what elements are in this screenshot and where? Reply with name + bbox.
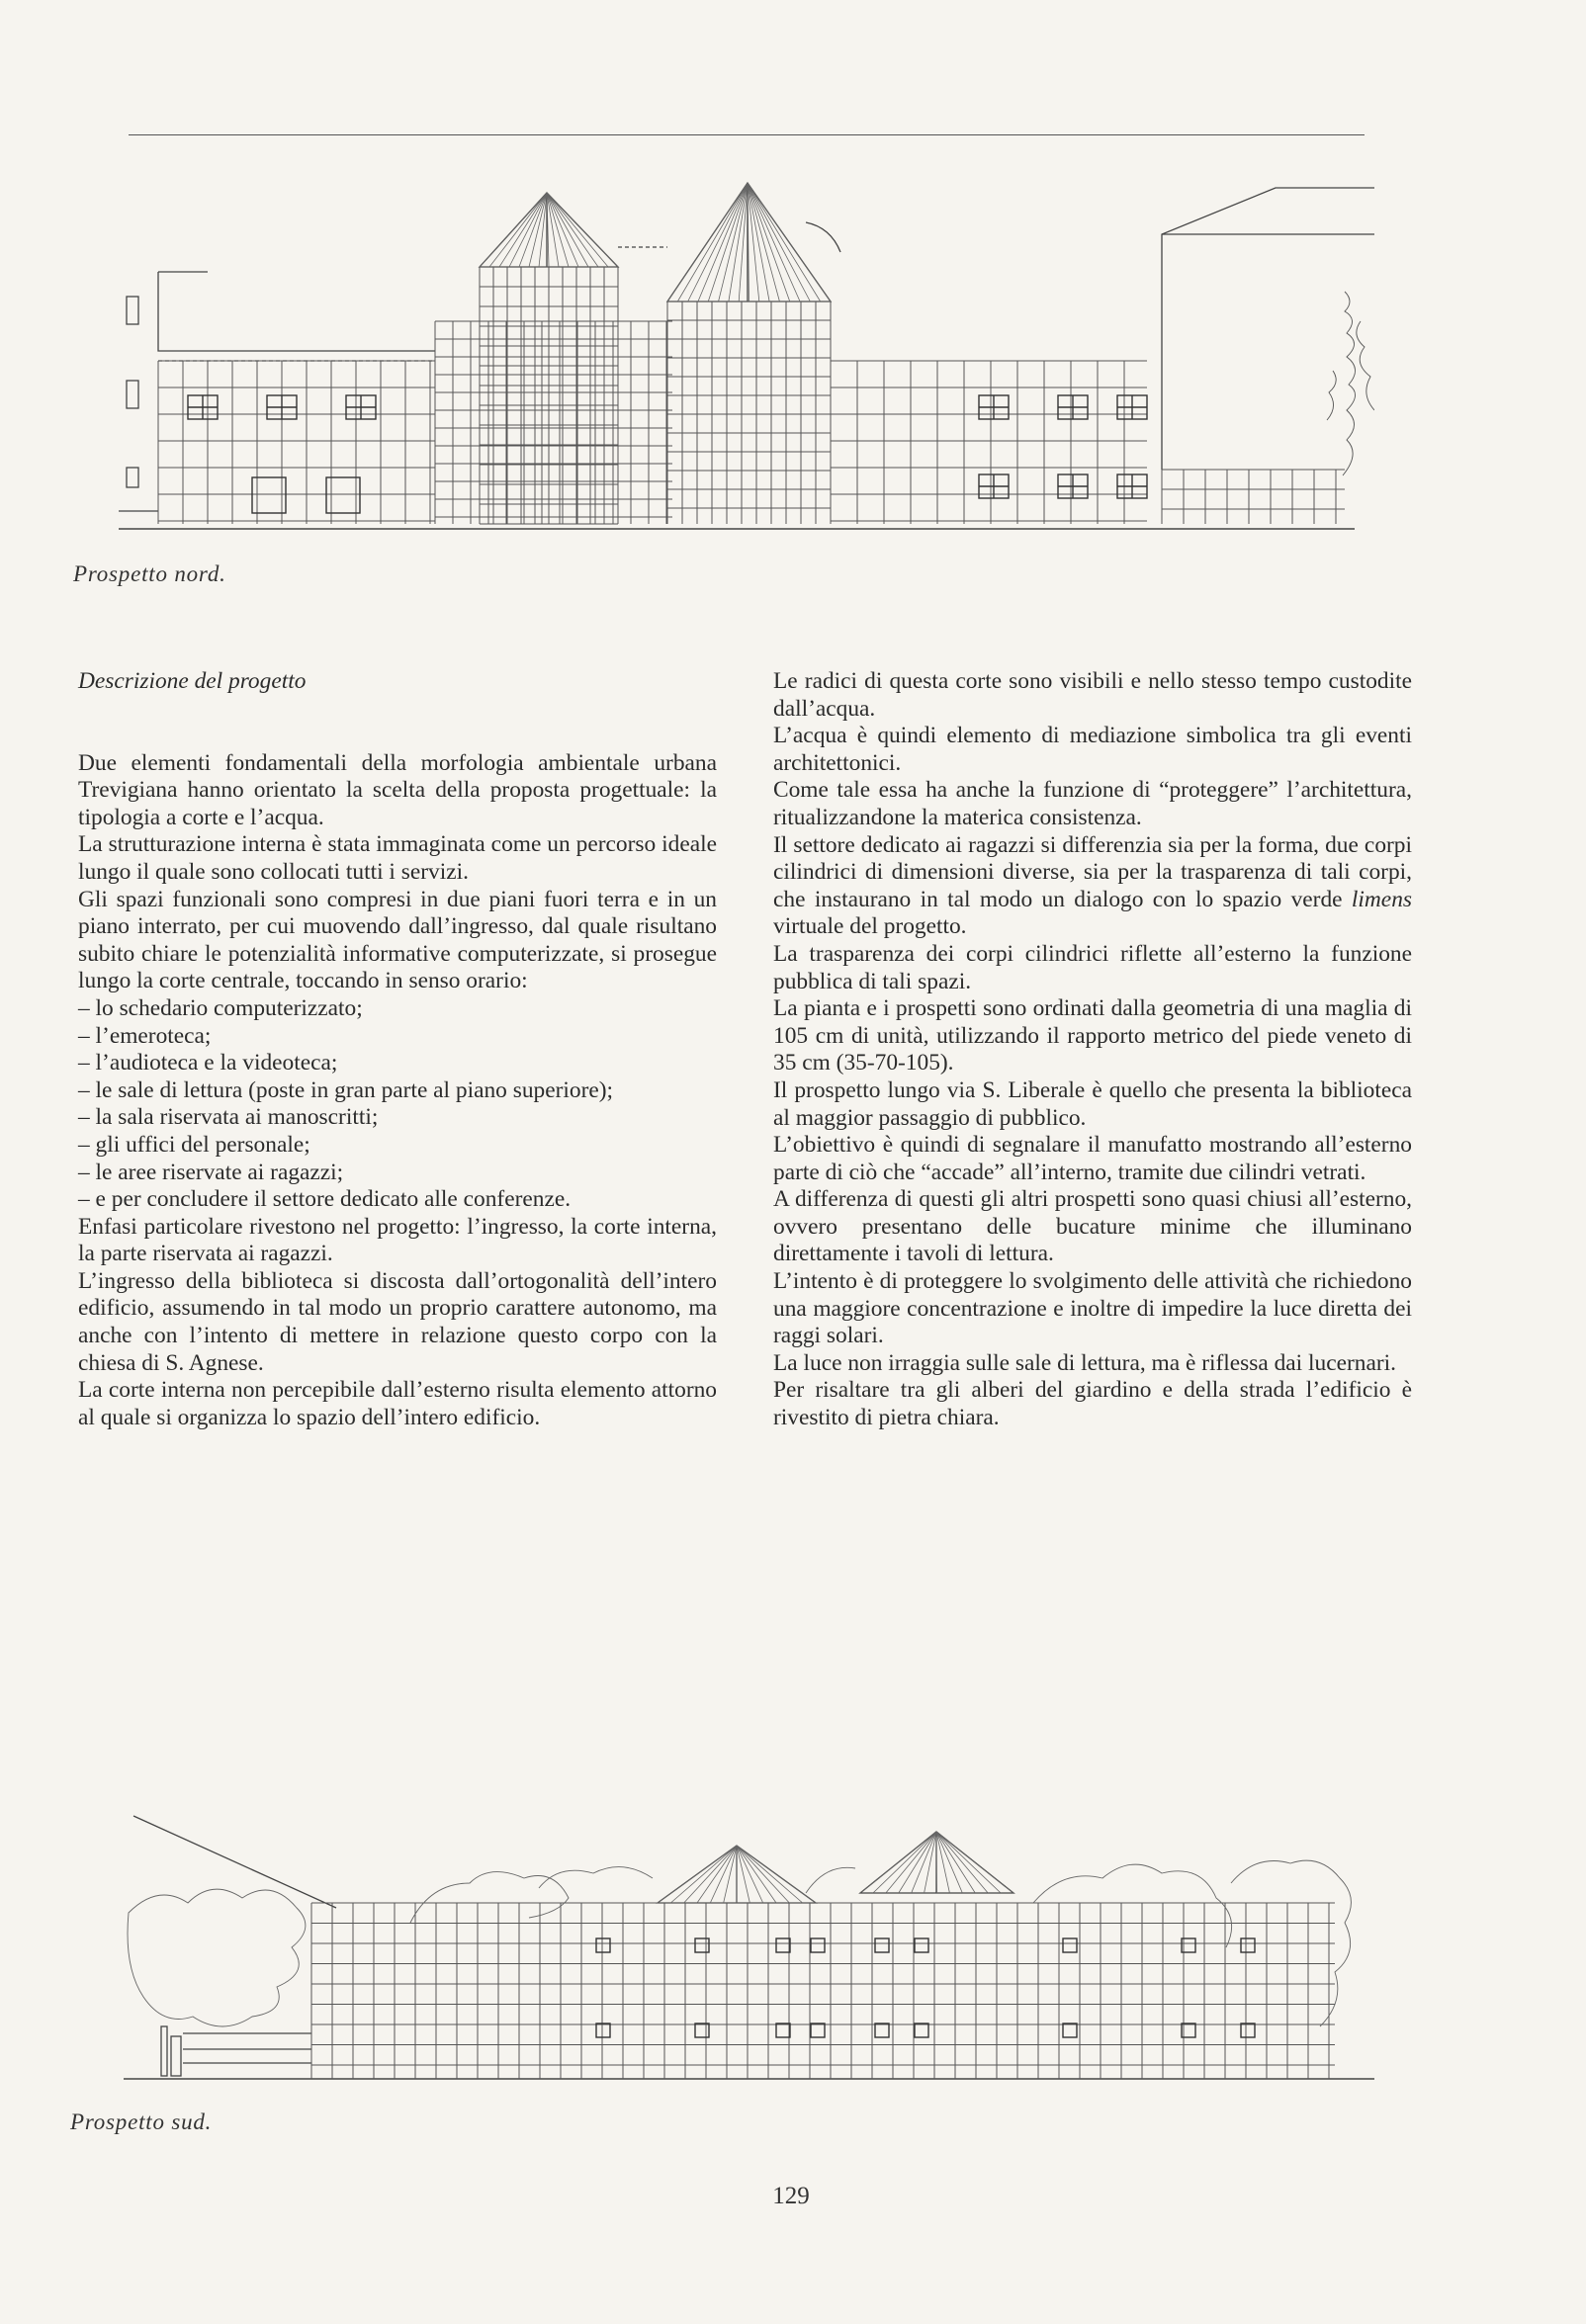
list-item: – l’audioteca e la videoteca;	[78, 1050, 338, 1076]
tree-sketch-icon	[1327, 292, 1374, 475]
list-item: – gli uffici del personale;	[78, 1131, 310, 1158]
text-column-left	[78, 668, 717, 1431]
south-elevation-svg	[124, 1794, 1374, 2096]
section-title: Descrizione del progetto	[78, 668, 307, 694]
paragraph: La luce non irraggia sulle sale di lettura, ma è riflessa dai lucernari.	[773, 1349, 1396, 1376]
paragraph: A differenza di questi gli altri prospetti sono quasi chiusi all’esterno, ovvero presentano delle bucature minime che illuminano direttamente i tavoli di lettura.	[773, 1186, 1412, 1267]
paragraph: Il prospetto lungo via S. Liberale è quello che presenta la biblioteca al maggior passaggio di pubblico.	[773, 1076, 1412, 1131]
paragraph: Per risaltare tra gli alberi del giardino e della strada l’edificio è rivestito di pietra chiara.	[773, 1377, 1412, 1431]
italic-term: limens	[1351, 886, 1412, 912]
text-column-right	[773, 668, 1412, 1432]
top-rule	[129, 134, 1365, 135]
list-item: – l’emeroteca;	[78, 1022, 212, 1049]
north-elevation-svg	[119, 173, 1374, 549]
paragraph: L’acqua è quindi elemento di mediazione simbolica tra gli eventi architettonici.	[773, 723, 1412, 776]
list-item: – e per concludere il settore dedicato alle conferenze.	[78, 1186, 572, 1213]
list-item: – le aree riservate ai ragazzi;	[78, 1159, 344, 1185]
south-elevation-drawing	[124, 1794, 1374, 2096]
paragraph: La pianta e i prospetti sono ordinati dalla geometria di una maglia di 105 cm di unità, utilizzando il rapporto metrico del piede veneto di 35 cm (35-70-105).	[773, 995, 1412, 1076]
paragraph: Enfasi particolare rivestono nel progetto: l’ingresso, la corte interna, la parte riservata ai ragazzi.	[78, 1213, 717, 1267]
paragraph	[773, 832, 1412, 941]
list-item: – la sala riservata ai manoscritti;	[78, 1104, 379, 1131]
paragraph-text: Il settore dedicato ai ragazzi si differenzia sia per la forma, due corpi cilindrici di dimensioni diverse, sia per la trasparenza di tali corpi, che instaurano in tal modo un dialogo con lo spazio verde	[773, 831, 1412, 912]
page-number: 129	[772, 2183, 810, 2209]
paragraph-text: virtuale del progetto.	[773, 913, 967, 940]
list-item: – lo schedario computerizzato;	[78, 994, 363, 1021]
paragraph: Le radici di questa corte sono visibili e nello stesso tempo custodite dall’acqua.	[773, 668, 1412, 722]
paragraph: L’obiettivo è quindi di segnalare il manufatto mostrando all’esterno parte di ciò che “accade” all’interno, tramite due cilindri vetrati.	[773, 1132, 1412, 1185]
paragraph: Due elementi fondamentali della morfologia ambientale urbana Trevigiana hanno orientato la scelta della proposta progettuale: la tipologia a corte e l’acqua.	[78, 749, 717, 830]
paragraph: L’intento è di proteggere lo svolgimento delle attività che richiedono una maggiore concentrazione e inoltre di impedire la luce diretta dei raggi solari.	[773, 1268, 1412, 1349]
figure-caption-north: Prospetto nord.	[73, 561, 226, 586]
paragraph: La strutturazione interna è stata immaginata come un percorso ideale lungo il quale sono collocati tutti i servizi.	[78, 831, 717, 885]
paragraph: Come tale essa ha anche la funzione di “proteggere” l’architettura, ritualizzandone la materica consistenza.	[773, 777, 1412, 830]
north-elevation-drawing	[119, 173, 1374, 549]
paragraph: Gli spazi funzionali sono compresi in due piani fuori terra e in un piano interrato, per cui muovendo dall’ingresso, dal quale risultano subito chiare le potenzialità informative computerizzate, si prosegue lungo la corte centrale, toccando in senso orario:	[78, 886, 717, 994]
figure-caption-south: Prospetto sud.	[70, 2109, 213, 2134]
list-item: – le sale di lettura (poste in gran parte al piano superiore);	[78, 1076, 614, 1103]
paragraph: La trasparenza dei corpi cilindrici riflette all’esterno la funzione pubblica di tali spazi.	[773, 940, 1412, 994]
paragraph: La corte interna non percepibile dall’esterno risulta elemento attorno al quale si organizza lo spazio dell’intero edificio.	[78, 1377, 717, 1430]
paragraph: L’ingresso della biblioteca si discosta dall’ortogonalità dell’intero edificio, assumendo in tal modo un proprio carattere autonomo, ma anche con l’intento di mettere in relazione questo corpo con la chiesa di S. Agnese.	[78, 1267, 717, 1376]
